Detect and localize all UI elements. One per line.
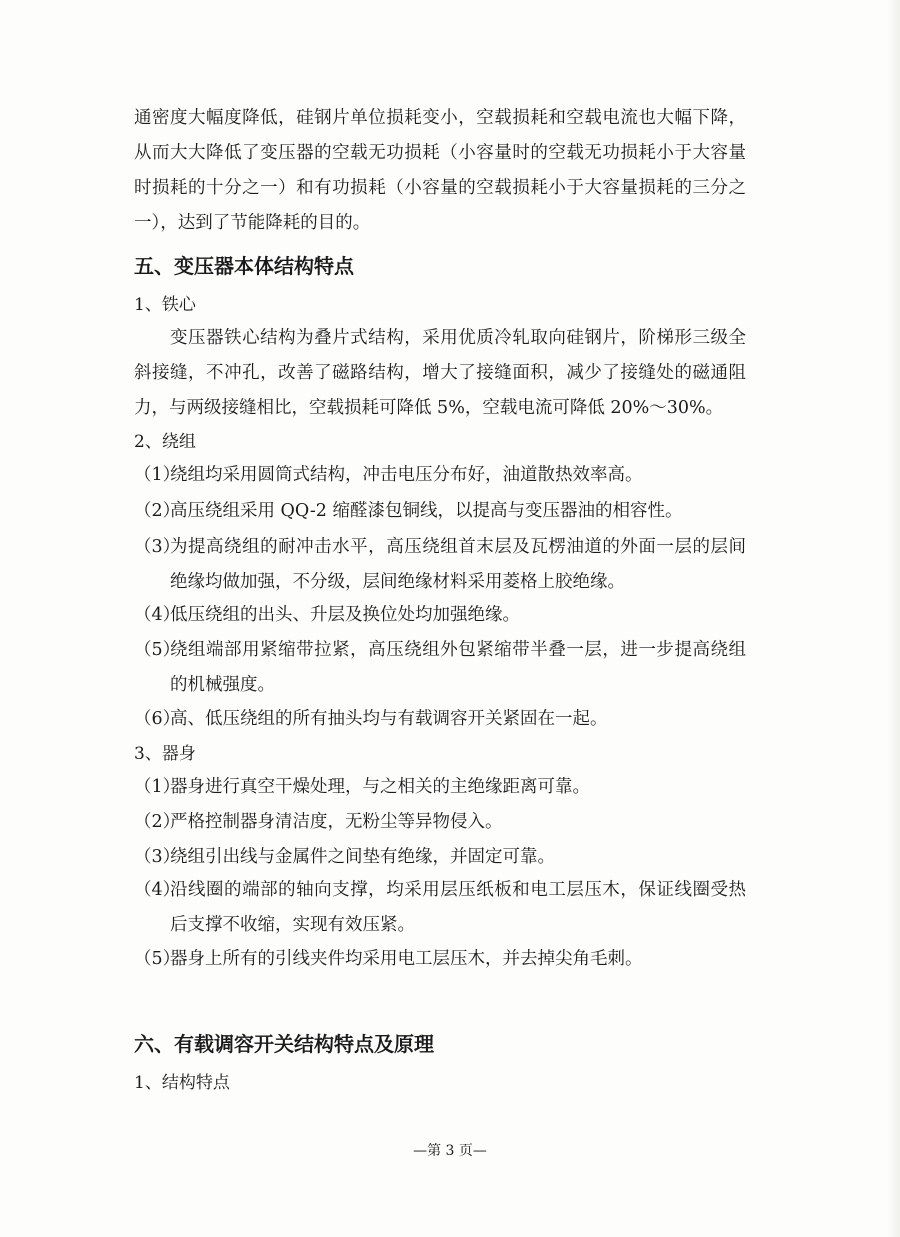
winding-item-2 xyxy=(134,494,746,529)
page-number: —第 3 页— xyxy=(413,1143,487,1159)
item-number: （1） xyxy=(134,777,181,797)
section-5-title: 五、变压器本体结构特点 xyxy=(134,254,354,278)
body-item-5 xyxy=(134,942,746,977)
item-number: （2） xyxy=(134,812,181,832)
item-text: 为提高绕组的耐冲击水平，高压绕组首末层及瓦楞油道的外面一层的层间绝缘均做加强，不分级，层间绝缘材料采用菱格上胶绝缘。 xyxy=(170,537,746,592)
item-number: （2） xyxy=(134,501,181,521)
winding-item-3 xyxy=(134,530,746,600)
body-item-2 xyxy=(134,805,746,840)
body-item-1 xyxy=(134,770,746,805)
item-text: 高、低压绕组的所有抽头均与有载调容开关紧固在一起。 xyxy=(170,709,608,729)
item-text: 严格控制器身清洁度，无粉尘等异物侵入。 xyxy=(170,812,503,832)
item-number: （3） xyxy=(134,847,181,867)
intro-paragraph: 通密度大幅度降低，硅钢片单位损耗变小，空载损耗和空载电流也大幅下降，从而大大降低了变压器的空载无功损耗（小容量时的空载无功损耗小于大容量时损耗的十分之一）和有功损耗（小容量的空载损耗小于大容量损耗的三分之一），达到了节能降耗的目的。 xyxy=(134,108,746,233)
winding-item-5 xyxy=(134,633,746,703)
winding-item-1 xyxy=(134,458,746,493)
item-text: 器身上所有的引线夹件均采用电工层压木，并去掉尖角毛刺。 xyxy=(170,949,643,969)
core-paragraph: 变压器铁心结构为叠片式结构，采用优质冷轧取向硅钢片，阶梯形三级全斜接缝，不冲孔，改善了磁路结构，增大了接缝面积，减少了接缝处的磁通阻力，与两级接缝相比，空载损耗可降低 5%，空载电流可降低 20%～30%。 xyxy=(134,328,746,418)
item-number: （5） xyxy=(134,640,181,660)
section-6-title: 六、有载调容开关结构特点及原理 xyxy=(134,1032,434,1056)
body-item-4 xyxy=(134,873,746,943)
winding-item-6 xyxy=(134,702,746,737)
winding-heading: 2、绕组 xyxy=(134,432,196,452)
item-text: 高压绕组采用 QQ-2 缩醛漆包铜线，以提高与变压器油的相容性。 xyxy=(170,501,683,521)
item-number: （6） xyxy=(134,709,181,729)
item-text: 低压绕组的出头、升层及换位处均加强绝缘。 xyxy=(170,605,520,625)
item-text: 沿线圈的端部的轴向支撑，均采用层压纸板和电工层压木，保证线圈受热后支撑不收缩，实现有效压紧。 xyxy=(170,880,746,935)
structure-heading: 1、结构特点 xyxy=(134,1073,230,1093)
body-heading: 3、器身 xyxy=(134,744,196,764)
item-text: 绕组端部用紧缩带拉紧，高压绕组外包紧缩带半叠一层，进一步提高绕组的机械强度。 xyxy=(170,640,746,695)
item-number: （4） xyxy=(134,605,181,625)
core-heading: 1、铁心 xyxy=(134,295,196,315)
scan-edge-shadow xyxy=(886,0,900,1237)
body-item-3 xyxy=(134,840,746,875)
item-number: （4） xyxy=(134,880,181,900)
winding-item-4 xyxy=(134,598,746,633)
item-text: 绕组引出线与金属件之间垫有绝缘，并固定可靠。 xyxy=(170,847,555,867)
item-text: 绕组均采用圆筒式结构，冲击电压分布好，油道散热效率高。 xyxy=(170,465,643,485)
item-number: （3） xyxy=(134,537,181,557)
item-text: 器身进行真空干燥处理，与之相关的主绝缘距离可靠。 xyxy=(170,777,590,797)
item-number: （5） xyxy=(134,949,181,969)
item-number: （1） xyxy=(134,465,181,485)
